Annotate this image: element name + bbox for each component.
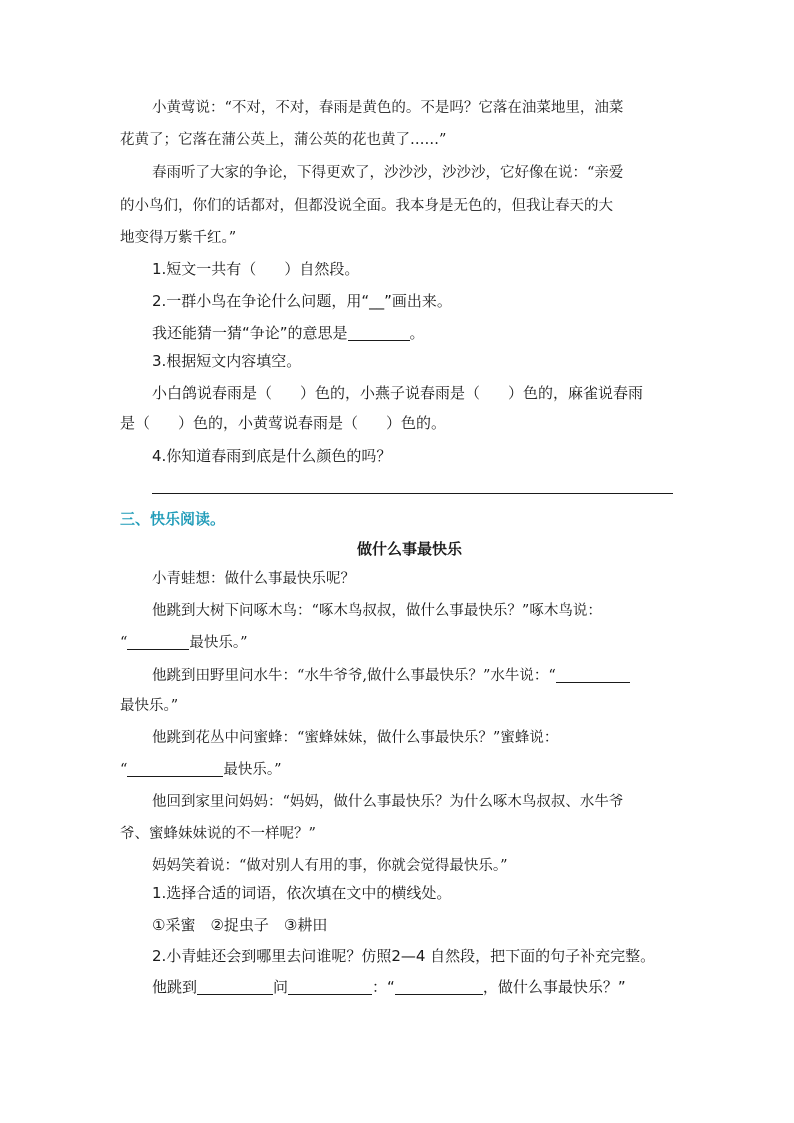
question-3: 3.根据短文内容填空。 (152, 352, 302, 370)
answer-blank[interactable] (348, 325, 410, 341)
question-3-line-1: 小白鸽说春雨是（ ）色的，小燕子说春雨是（ ）色的，麻雀说春雨 (152, 384, 644, 402)
paragraph-line: “ 最快乐。” (120, 635, 248, 651)
answer-blank[interactable] (127, 761, 223, 777)
paragraph-line: 最快乐。” (120, 698, 179, 714)
answer-blank[interactable] (127, 634, 189, 650)
question-1: 1.短文一共有（ ）自然段。 (152, 260, 360, 278)
paragraph-line: 春雨听了大家的争论，下得更欢了，沙沙沙，沙沙沙，它好像在说：“亲爱 (152, 165, 624, 181)
paragraph-line: 他跳到花丛中问蜜蜂：“蜜蜂妹妹，做什么事最快乐？”蜜蜂说： (152, 730, 559, 746)
question-2: 2.小青蛙还会到哪里去问谁呢？仿照2—4 自然段，把下面的句子补充完整。 (152, 947, 656, 965)
paragraph-line: 地变得万紫千红。” (120, 230, 237, 246)
question-1-options: ①采蜜 ②捉虫子 ③耕田 (152, 916, 328, 934)
underline-mark: __ (369, 292, 385, 310)
answer-blank[interactable] (197, 979, 273, 995)
paragraph-line: 他跳到田野里问水牛：“水牛爷爷,做什么事最快乐？”水牛说：“ (152, 666, 630, 686)
question-2-sentence: 他跳到 问 ：“ ，做什么事最快乐？” (152, 978, 626, 996)
question-2: 2.一群小鸟在争论什么问题，用“__”画出来。 (152, 292, 452, 310)
paragraph-line: 小青蛙想：做什么事最快乐呢？ (152, 571, 355, 587)
passage-title: 做什么事最快乐 (357, 540, 463, 558)
paragraph-line: 他跳到大树下问啄木鸟：“啄木鸟叔叔，做什么事最快乐？”啄木鸟说： (152, 603, 602, 619)
paragraph-line: 的小鸟们，你们的话都对，但都没说全面。我本身是无色的，但我让春天的大 (120, 198, 613, 214)
paragraph-line: 爷、蜜蜂妹妹说的不一样呢？” (120, 826, 316, 842)
question-4: 4.你知道春雨到底是什么颜色的吗？ (152, 447, 392, 465)
question-1: 1.选择合适的词语，依次填在文中的横线处。 (152, 884, 452, 902)
section-heading: 三、快乐阅读。 (120, 510, 226, 528)
question-3-line-2: 是（ ）色的，小黄莺说春雨是（ ）色的。 (120, 414, 447, 432)
paragraph-line: 小黄莺说：“不对，不对，春雨是黄色的。不是吗？它落在油菜地里，油菜 (152, 100, 624, 116)
paragraph-line: 花黄了；它落在蒲公英上，蒲公英的花也黄了……” (120, 132, 447, 148)
paragraph-line: 他回到家里问妈妈：“妈妈，做什么事最快乐？为什么啄木鸟叔叔、水牛爷 (152, 794, 624, 810)
question-2-sub: 我还能猜一猜“争论”的意思是 。 (152, 324, 425, 342)
answer-blank[interactable] (395, 979, 483, 995)
paragraph-line: “ 最快乐。” (120, 762, 282, 778)
answer-blank[interactable] (556, 667, 630, 683)
paragraph-line: 妈妈笑着说：“做对别人有用的事，你就会觉得最快乐。” (152, 858, 508, 874)
answer-line[interactable] (152, 493, 673, 494)
answer-blank[interactable] (288, 979, 372, 995)
